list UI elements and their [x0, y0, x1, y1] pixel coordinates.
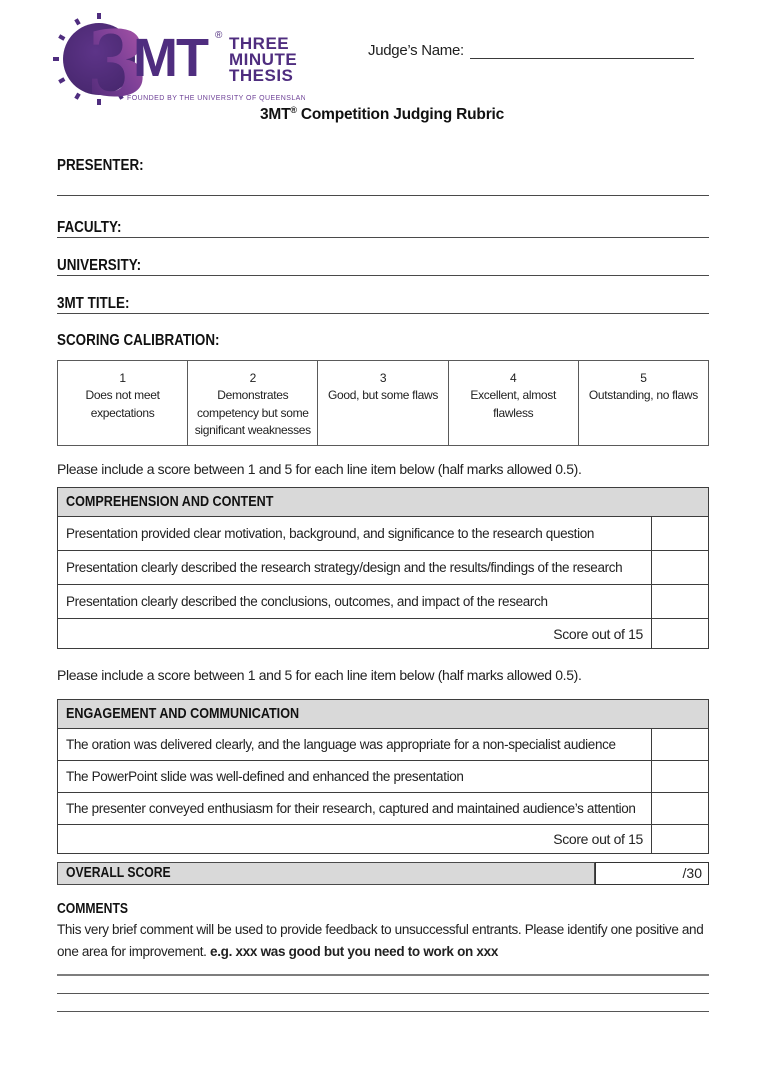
calibration-score: 4	[510, 371, 517, 385]
judges-name-blank[interactable]	[470, 42, 694, 59]
score-cell[interactable]	[651, 729, 708, 760]
logo-registered-mark: ®	[215, 30, 223, 41]
calibration-desc: Excellent, almost flawless	[470, 388, 557, 420]
3mt-title-blank[interactable]	[57, 313, 709, 314]
presenter-blank[interactable]	[57, 195, 709, 196]
table-row	[58, 517, 708, 551]
table-row	[58, 619, 708, 648]
overall-score-label: OVERALL SCORE	[57, 862, 595, 885]
calibration-desc: Demonstrates competency but some significant weaknesses	[194, 388, 311, 438]
instruction-text-1: Please include a score between 1 and 5 for each line item below (half marks allowed 0.5).	[57, 461, 582, 477]
comprehension-content-table	[57, 487, 709, 649]
score-out-of-label: Score out of 15	[553, 831, 643, 847]
page-title-rest: Competition Judging Rubric	[296, 106, 505, 123]
criterion-text: The PowerPoint slide was well-defined and enhanced the presentation	[66, 769, 464, 784]
faculty-label: FACULTY:	[57, 219, 122, 236]
score-cell[interactable]	[651, 793, 708, 824]
criterion-text: Presentation clearly described the conclusions, outcomes, and impact of the research	[66, 594, 548, 609]
score-total-cell[interactable]	[651, 619, 708, 648]
3mt-title-label: 3MT TITLE:	[57, 295, 130, 312]
3mt-logo-graphic	[53, 12, 305, 108]
calibration-score: 1	[119, 371, 126, 385]
faculty-blank[interactable]	[57, 237, 709, 238]
calibration-score: 5	[640, 371, 647, 385]
judges-name-field	[368, 42, 694, 59]
calibration-cell-2	[188, 361, 318, 445]
presenter-label: PRESENTER:	[57, 157, 144, 174]
calibration-cell-4	[449, 361, 579, 445]
comment-line-1[interactable]	[57, 974, 709, 976]
page-title-prefix: 3MT	[259, 106, 291, 123]
comment-line-3[interactable]	[57, 1011, 709, 1012]
score-out-of-label: Score out of 15	[553, 625, 643, 642]
table-row	[58, 729, 708, 761]
calibration-desc: Outstanding, no flaws	[588, 388, 698, 403]
university-label: UNIVERSITY:	[57, 257, 142, 274]
calibration-desc: Does not meet expectations	[85, 388, 160, 420]
table-row	[58, 793, 708, 825]
score-total-cell[interactable]	[651, 825, 708, 853]
section-header-engagement: ENGAGEMENT AND COMMUNICATION	[58, 700, 708, 729]
comments-heading: COMMENTS	[57, 901, 129, 917]
criterion-text: Presentation clearly described the research strategy/design and the results/findings of the research	[66, 560, 623, 575]
table-row	[58, 551, 708, 585]
calibration-score: 2	[249, 371, 256, 385]
calibration-score: 3	[379, 371, 387, 385]
calibration-cell-1	[58, 361, 188, 445]
criterion-text: The oration was delivered clearly, and the language was appropriate for a non-specialist audience	[66, 737, 616, 752]
comments-bold-example: e.g. xxx was good but you need to work on xxx	[209, 943, 499, 959]
scoring-calibration-table	[57, 360, 709, 446]
logo-tagline: FOUNDED BY THE UNIVERSITY OF QUEENSLAND	[127, 95, 305, 102]
logo-word-minute: MINUTE	[229, 50, 298, 69]
score-cell[interactable]	[651, 761, 708, 792]
logo-word-three: THREE	[229, 34, 290, 53]
overall-score-bar	[57, 862, 709, 885]
table-row	[58, 585, 708, 619]
comment-line-2[interactable]	[57, 993, 709, 994]
score-cell[interactable]	[651, 517, 708, 550]
logo-word-thesis: THESIS	[229, 66, 294, 85]
criterion-text: The presenter conveyed enthusiasm for their research, captured and maintained audience’s attention	[66, 801, 636, 816]
criterion-text: Presentation provided clear motivation, background, and significance to the research question	[66, 526, 595, 541]
calibration-cell-3	[318, 361, 448, 445]
calibration-desc: Good, but some flaws	[327, 388, 439, 403]
comments-text: This very brief comment will be used to provide feedback to unsuccessful entrants. Please identify one positive and one area for improvement.	[57, 922, 704, 959]
judges-name-label: Judge’s Name:	[368, 42, 464, 59]
logo-digit-3: 3	[85, 12, 149, 108]
score-cell[interactable]	[651, 551, 708, 584]
3mt-logo	[53, 12, 305, 113]
instruction-text-2: Please include a score between 1 and 5 for each line item below (half marks allowed 0.5).	[57, 667, 582, 683]
score-cell[interactable]	[651, 585, 708, 618]
comments-paragraph	[57, 919, 709, 962]
overall-score-cell[interactable]: /30	[595, 862, 709, 885]
table-row	[58, 761, 708, 793]
table-row	[58, 825, 708, 853]
section-header-comprehension: COMPREHENSION AND CONTENT	[58, 488, 708, 517]
engagement-communication-table	[57, 699, 709, 854]
logo-mt-text: MT	[133, 28, 207, 88]
page-title-registered: ®	[290, 105, 297, 115]
calibration-cell-5	[579, 361, 708, 445]
university-blank[interactable]	[57, 275, 709, 276]
page-title	[0, 105, 764, 124]
scoring-calibration-label: SCORING CALIBRATION:	[57, 332, 220, 349]
